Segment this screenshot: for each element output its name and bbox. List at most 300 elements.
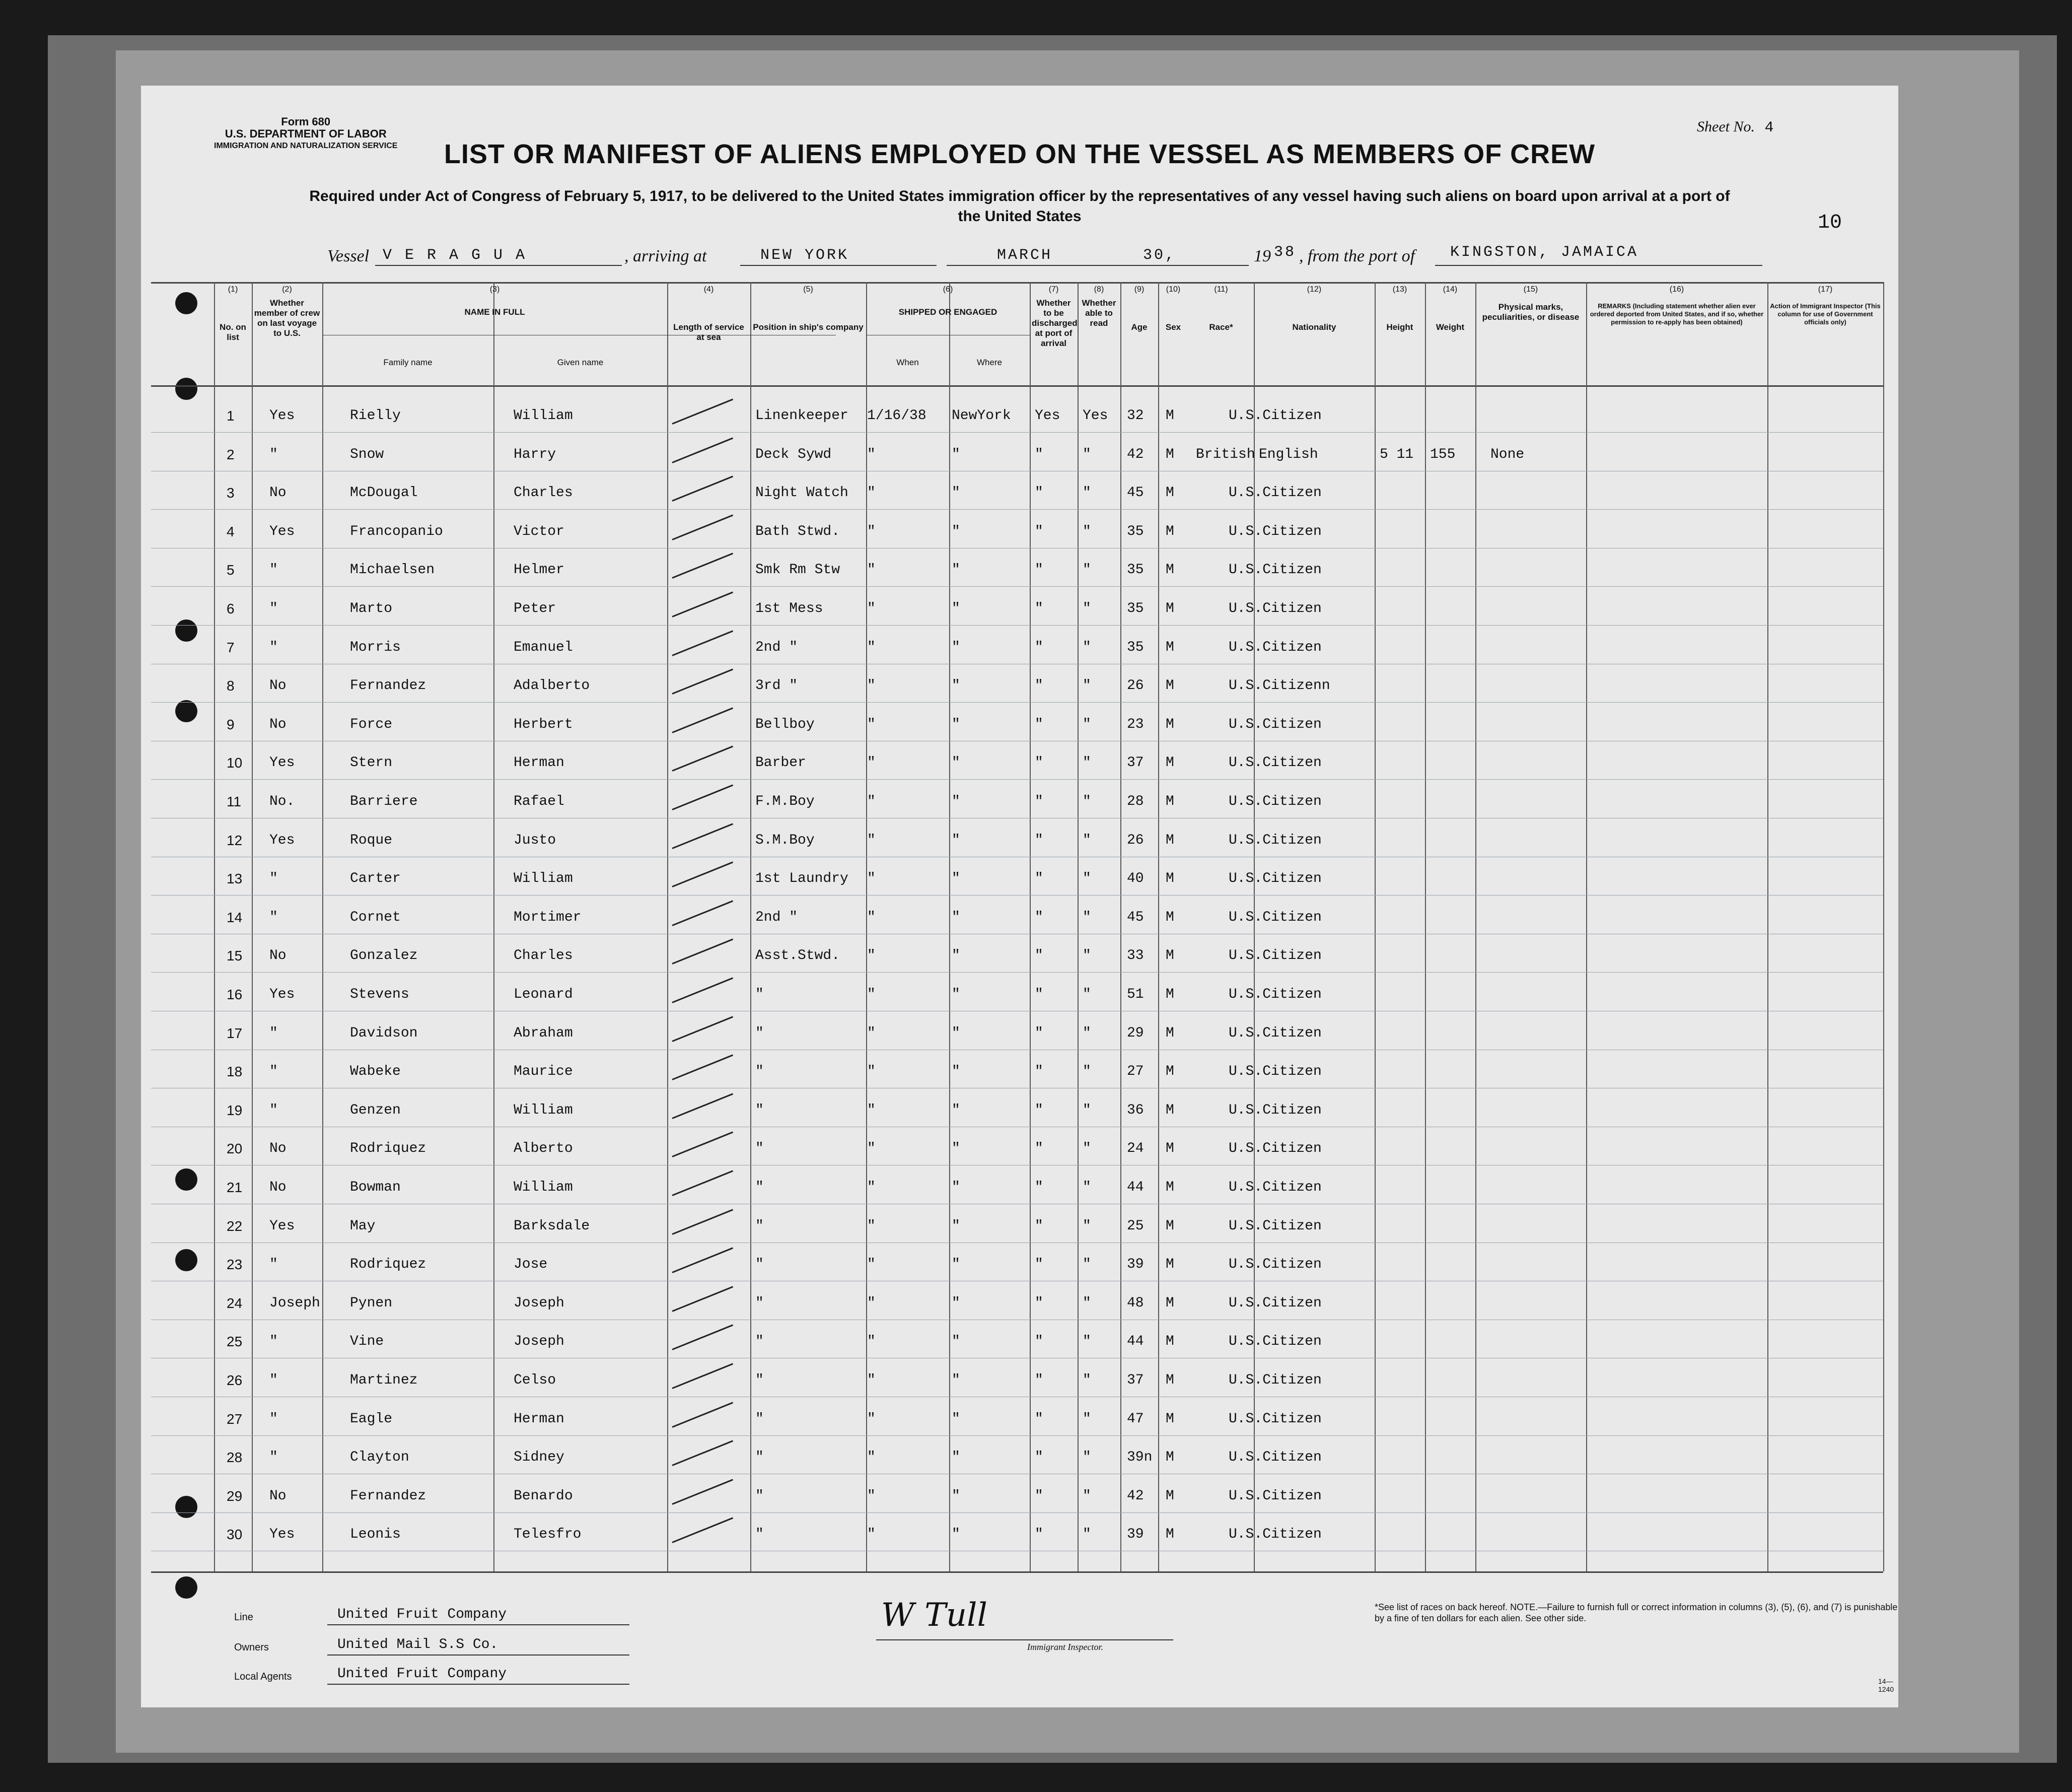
discharged: Yes — [1035, 408, 1060, 424]
nationality: U.S.Citizen — [1229, 1257, 1322, 1273]
age: 37 — [1127, 1372, 1144, 1388]
discharged: " — [1035, 446, 1043, 462]
row-number: 9 — [227, 716, 235, 732]
able-to-read: " — [1083, 1295, 1091, 1311]
sex: M — [1166, 1064, 1174, 1080]
age: 42 — [1127, 446, 1144, 462]
prev-voyage: No — [269, 1488, 287, 1504]
owners-value: United Mail S.S Co. — [337, 1637, 498, 1652]
given-name: Benardo — [514, 1488, 573, 1504]
arrival-day: 30, — [1143, 247, 1177, 264]
age: 26 — [1127, 678, 1144, 694]
sex: M — [1166, 1372, 1174, 1388]
prev-voyage: " — [269, 1102, 278, 1118]
shipped-when: " — [867, 1488, 876, 1504]
family-name: Fernandez — [350, 678, 426, 694]
nationality: U.S.Citizen — [1229, 1527, 1322, 1543]
given-name: Herbert — [514, 716, 573, 732]
sex: M — [1166, 909, 1174, 925]
row-number: 20 — [227, 1141, 243, 1157]
column-number: (15) — [1523, 285, 1538, 294]
nationality: U.S.Citizen — [1229, 832, 1322, 848]
row-number: 25 — [227, 1334, 243, 1350]
given-name: Herman — [514, 755, 564, 771]
able-to-read: " — [1083, 755, 1091, 771]
age: 39 — [1127, 1257, 1144, 1273]
shipped-where: " — [952, 1411, 960, 1427]
shipped-where: NewYork — [952, 408, 1011, 424]
discharged: " — [1035, 987, 1043, 1002]
position: Bellboy — [755, 716, 815, 732]
discharged: " — [1035, 1295, 1043, 1311]
nationality: U.S.Citizen — [1229, 485, 1322, 501]
given-name: William — [514, 1102, 573, 1118]
row-number: 28 — [227, 1450, 243, 1466]
able-to-read: " — [1083, 1064, 1091, 1080]
nationality: U.S.Citizen — [1229, 1025, 1322, 1041]
shipped-where: " — [952, 832, 960, 848]
sheet-label: Sheet No. — [1697, 118, 1755, 135]
service-name: IMMIGRATION AND NATURALIZATION SERVICE — [214, 142, 398, 150]
discharged: " — [1035, 601, 1043, 616]
service-check-mark — [672, 1248, 733, 1273]
able-to-read: " — [1083, 1180, 1091, 1195]
able-to-read: " — [1083, 832, 1091, 848]
row-number: 4 — [227, 523, 235, 539]
arrival-port: NEW YORK — [760, 247, 849, 264]
shipped-when: " — [867, 948, 876, 964]
shipped-when: " — [867, 1257, 876, 1273]
shipped-when: " — [867, 716, 876, 732]
column-number: (6) — [943, 285, 953, 294]
column-number: (17) — [1818, 285, 1833, 294]
agents-label: Local Agents — [234, 1671, 292, 1682]
age: 39 — [1127, 1527, 1144, 1543]
given-name: Joseph — [514, 1295, 564, 1311]
prev-voyage: No — [269, 1141, 287, 1157]
shipped-when: " — [867, 1334, 876, 1350]
given-name: Herman — [514, 1411, 564, 1427]
column-number: (10) — [1166, 285, 1181, 294]
given-name: Alberto — [514, 1141, 573, 1157]
sex: M — [1166, 523, 1174, 539]
row-number: 1 — [227, 408, 235, 424]
service-check-mark — [672, 1479, 733, 1504]
age: 37 — [1127, 755, 1144, 771]
sex: M — [1166, 832, 1174, 848]
age: 28 — [1127, 794, 1144, 809]
shipped-where: " — [952, 755, 960, 771]
age: 35 — [1127, 601, 1144, 616]
prev-voyage: Joseph — [269, 1295, 320, 1311]
position: " — [755, 1411, 764, 1427]
given-name: Celso — [514, 1372, 556, 1388]
given-name: William — [514, 871, 573, 887]
discharged: " — [1035, 1180, 1043, 1195]
shipped-where: " — [952, 1102, 960, 1118]
shipped-when: " — [867, 1295, 876, 1311]
sex: M — [1166, 1450, 1174, 1466]
able-to-read: " — [1083, 871, 1091, 887]
shipped-when: " — [867, 1411, 876, 1427]
where-header: Where — [976, 358, 1003, 367]
nationality: U.S.Citizen — [1229, 1372, 1322, 1388]
able-to-read: " — [1083, 1372, 1091, 1388]
service-check-mark — [672, 862, 733, 887]
column-number: (7) — [1048, 285, 1059, 294]
column-number: (16) — [1669, 285, 1684, 294]
service-check-mark — [672, 823, 733, 849]
service-check-mark — [672, 1209, 733, 1234]
column-header: SHIPPED OR ENGAGED — [898, 307, 997, 317]
family-name: Rielly — [350, 408, 401, 424]
owners-label: Owners — [234, 1642, 269, 1653]
prev-voyage: " — [269, 446, 278, 462]
position: 2nd " — [755, 909, 798, 925]
service-check-mark — [672, 1093, 733, 1119]
service-check-mark — [672, 784, 733, 810]
discharged: " — [1035, 1218, 1043, 1234]
prev-voyage: Yes — [269, 755, 295, 771]
row-rule — [151, 432, 1883, 433]
given-name: William — [514, 1180, 573, 1195]
column-header: Whether able to read — [1082, 298, 1116, 328]
nationality: U.S.Citizen — [1229, 1180, 1322, 1195]
row-number: 22 — [227, 1218, 243, 1234]
discharged: " — [1035, 1488, 1043, 1504]
discharged: " — [1035, 1025, 1043, 1041]
position: " — [755, 1527, 764, 1543]
given-name: Telesfro — [514, 1527, 582, 1543]
position: " — [755, 1334, 764, 1350]
position: " — [755, 1372, 764, 1388]
when-header: When — [896, 358, 919, 367]
age: 40 — [1127, 871, 1144, 887]
age: 48 — [1127, 1295, 1144, 1311]
discharged: " — [1035, 1527, 1043, 1543]
given-name: Joseph — [514, 1334, 564, 1350]
form-number: Form 680 — [281, 115, 331, 128]
nationality: U.S.Citizen — [1229, 794, 1322, 809]
able-to-read: " — [1083, 639, 1091, 655]
age: 47 — [1127, 1411, 1144, 1427]
nationality: U.S.Citizen — [1229, 1450, 1322, 1466]
prev-voyage: Yes — [269, 408, 295, 424]
shipped-where: " — [952, 601, 960, 616]
family-name: Bowman — [350, 1180, 401, 1195]
column-header: Weight — [1436, 322, 1465, 332]
shipped-where: " — [952, 639, 960, 655]
inspector-signature: W Tull — [881, 1597, 987, 1634]
given-name: Abraham — [514, 1025, 573, 1041]
sex: M — [1166, 1295, 1174, 1311]
age: 42 — [1127, 1488, 1144, 1504]
discharged: " — [1035, 1141, 1043, 1157]
column-number: (13) — [1392, 285, 1407, 294]
from-label: , from the port of — [1299, 247, 1415, 265]
column-header: Action of Immigrant Inspector (This column for use of Government officials only) — [1770, 302, 1881, 326]
column-number: (14) — [1443, 285, 1458, 294]
column-header: Whether to be discharged at port of arrival — [1032, 298, 1078, 348]
family-name: Carter — [350, 871, 401, 887]
row-number: 11 — [227, 794, 242, 809]
position: S.M.Boy — [755, 832, 815, 848]
column-number: (2) — [282, 285, 292, 294]
page-subtitle: Required under Act of Congress of February 5, 1917, to be delivered to the United States immigration officer by the representatives of any vessel having such aliens on board upon arrival at a port of the United States — [309, 188, 1730, 225]
year-prefix: 19 — [1254, 247, 1271, 265]
origin-port: KINGSTON, JAMAICA — [1450, 244, 1639, 261]
inspector-label: Immigrant Inspector. — [1027, 1642, 1103, 1652]
sex: M — [1166, 446, 1174, 462]
shipped-when: " — [867, 987, 876, 1002]
discharged: " — [1035, 639, 1043, 655]
nationality: U.S.Citizen — [1229, 755, 1322, 771]
sex: M — [1166, 1527, 1174, 1543]
row-number: 7 — [227, 639, 235, 655]
prev-voyage: " — [269, 1372, 278, 1388]
discharged: " — [1035, 794, 1043, 809]
sex: M — [1166, 1102, 1174, 1118]
position: " — [755, 1488, 764, 1504]
shipped-where: " — [952, 1218, 960, 1234]
row-number: 30 — [227, 1527, 243, 1543]
discharged: " — [1035, 1372, 1043, 1388]
column-number: (12) — [1307, 285, 1322, 294]
row-rule — [151, 779, 1883, 780]
position: Barber — [755, 755, 806, 771]
family-name-header: Family name — [383, 358, 433, 367]
shipped-where: " — [952, 909, 960, 925]
sex: M — [1166, 948, 1174, 964]
sex: M — [1166, 601, 1174, 616]
vessel-label: Vessel — [327, 247, 370, 265]
given-name: Adalberto — [514, 678, 590, 694]
family-name: Fernandez — [350, 1488, 426, 1504]
shipped-where: " — [952, 794, 960, 809]
nationality: U.S.Citizen — [1229, 909, 1322, 925]
family-name: Marto — [350, 601, 393, 616]
page-number: 10 — [1818, 212, 1842, 234]
age: 23 — [1127, 716, 1144, 732]
age: 51 — [1127, 987, 1144, 1002]
shipped-when: " — [867, 1025, 876, 1041]
able-to-read: " — [1083, 446, 1091, 462]
column-number: (1) — [228, 285, 238, 294]
able-to-read: " — [1083, 794, 1091, 809]
column-header: Physical marks, peculiarities, or disease — [1482, 302, 1580, 322]
row-number: 27 — [227, 1411, 243, 1427]
position: 2nd " — [755, 639, 798, 655]
discharged: " — [1035, 871, 1043, 887]
given-name: Barksdale — [514, 1218, 590, 1234]
shipped-when: " — [867, 523, 876, 539]
family-name: Rodriquez — [350, 1257, 426, 1273]
weight: 155 — [1430, 446, 1456, 462]
shipped-where: " — [952, 485, 960, 501]
given-name: Jose — [514, 1257, 548, 1273]
given-name: Victor — [514, 523, 564, 539]
family-name: Genzen — [350, 1102, 401, 1118]
column-header: Height — [1386, 322, 1413, 332]
nationality: U.S.Citizenn — [1229, 678, 1330, 694]
service-check-mark — [672, 591, 733, 617]
given-name: Peter — [514, 601, 556, 616]
age: 25 — [1127, 1218, 1144, 1234]
column-number: (9) — [1134, 285, 1145, 294]
service-check-mark — [672, 553, 733, 579]
department-name: U.S. DEPARTMENT OF LABOR — [225, 127, 387, 140]
discharged: " — [1035, 948, 1043, 964]
shipped-when: 1/16/38 — [867, 408, 926, 424]
line-label: Line — [234, 1612, 253, 1623]
prev-voyage: " — [269, 1257, 278, 1273]
column-header: Position in ship's company — [753, 322, 864, 332]
discharged: " — [1035, 485, 1043, 501]
prev-voyage: No — [269, 678, 287, 694]
nationality: U.S.Citizen — [1229, 639, 1322, 655]
sex: M — [1166, 1180, 1174, 1195]
family-name: Force — [350, 716, 393, 732]
shipped-when: " — [867, 1141, 876, 1157]
age: 36 — [1127, 1102, 1144, 1118]
row-rule — [151, 509, 1883, 510]
given-name: Charles — [514, 948, 573, 964]
able-to-read: " — [1083, 1527, 1091, 1543]
discharged: " — [1035, 562, 1043, 578]
column-number: (3) — [489, 285, 500, 294]
column-header: Nationality — [1292, 322, 1336, 332]
given-name: Justo — [514, 832, 556, 848]
service-check-mark — [672, 1170, 733, 1196]
prev-voyage: " — [269, 909, 278, 925]
able-to-read: " — [1083, 716, 1091, 732]
position: Deck Sywd — [755, 446, 832, 462]
row-rule — [151, 972, 1883, 973]
row-rule — [151, 586, 1883, 587]
age: 45 — [1127, 485, 1144, 501]
sex: M — [1166, 1025, 1174, 1041]
able-to-read: " — [1083, 485, 1091, 501]
position: " — [755, 1064, 764, 1080]
row-number: 16 — [227, 987, 243, 1002]
prev-voyage: Yes — [269, 523, 295, 539]
nationality: English — [1259, 446, 1318, 462]
prev-voyage: No — [269, 1180, 287, 1195]
shipped-where: " — [952, 948, 960, 964]
position: 1st Mess — [755, 601, 823, 616]
prev-voyage: Yes — [269, 987, 295, 1002]
age: 33 — [1127, 948, 1144, 964]
shipped-when: " — [867, 871, 876, 887]
sex: M — [1166, 871, 1174, 887]
able-to-read: " — [1083, 601, 1091, 616]
discharged: " — [1035, 832, 1043, 848]
family-name: Martinez — [350, 1372, 418, 1388]
sex: M — [1166, 1488, 1174, 1504]
sex: M — [1166, 1257, 1174, 1273]
nationality: U.S.Citizen — [1229, 408, 1322, 424]
shipped-where: " — [952, 716, 960, 732]
able-to-read: " — [1083, 562, 1091, 578]
column-number: (5) — [803, 285, 813, 294]
able-to-read: " — [1083, 678, 1091, 694]
position: " — [755, 1295, 764, 1311]
able-to-read: " — [1083, 987, 1091, 1002]
service-check-mark — [672, 398, 733, 424]
sex: M — [1166, 678, 1174, 694]
column-header: Sex — [1165, 322, 1181, 332]
shipped-when: " — [867, 909, 876, 925]
position: Night Watch — [755, 485, 848, 501]
discharged: " — [1035, 1450, 1043, 1466]
shipped-where: " — [952, 1064, 960, 1080]
able-to-read: " — [1083, 1411, 1091, 1427]
position: " — [755, 1025, 764, 1041]
service-check-mark — [672, 476, 733, 502]
sex: M — [1166, 987, 1174, 1002]
row-number: 18 — [227, 1064, 243, 1080]
shipped-when: " — [867, 1527, 876, 1543]
family-name: Rodriquez — [350, 1141, 426, 1157]
row-number: 13 — [227, 871, 243, 887]
age: 32 — [1127, 408, 1144, 424]
vessel-name: V E R A G U A — [383, 247, 527, 264]
shipped-where: " — [952, 446, 960, 462]
family-name: Michaelsen — [350, 562, 435, 578]
family-name: Gonzalez — [350, 948, 418, 964]
family-name: Clayton — [350, 1450, 409, 1466]
discharged: " — [1035, 716, 1043, 732]
family-name: Snow — [350, 446, 384, 462]
given-name: Mortimer — [514, 909, 582, 925]
position: Linenkeeper — [755, 408, 848, 424]
sex: M — [1166, 716, 1174, 732]
shipped-when: " — [867, 1450, 876, 1466]
sex: M — [1166, 1334, 1174, 1350]
column-header: Length of service at sea — [673, 322, 744, 342]
age: 27 — [1127, 1064, 1144, 1080]
row-number: 26 — [227, 1372, 243, 1388]
position: " — [755, 1257, 764, 1273]
prev-voyage: " — [269, 562, 278, 578]
position: F.M.Boy — [755, 794, 815, 809]
position: " — [755, 1218, 764, 1234]
able-to-read: " — [1083, 1218, 1091, 1234]
column-header: No. on list — [220, 322, 246, 342]
shipped-where: " — [952, 1527, 960, 1543]
row-number: 5 — [227, 562, 235, 578]
column-number: (4) — [703, 285, 714, 294]
prev-voyage: No — [269, 948, 287, 964]
sex: M — [1166, 485, 1174, 501]
row-number: 6 — [227, 601, 235, 616]
physical-marks: None — [1490, 446, 1525, 462]
service-check-mark — [672, 1055, 733, 1080]
shipped-where: " — [952, 523, 960, 539]
shipped-where: " — [952, 1295, 960, 1311]
family-name: May — [350, 1218, 376, 1234]
row-number: 23 — [227, 1257, 243, 1273]
nationality: U.S.Citizen — [1229, 1411, 1322, 1427]
prev-voyage: No. — [269, 794, 295, 809]
given-name: Leonard — [514, 987, 573, 1002]
service-check-mark — [672, 1325, 733, 1350]
service-check-mark — [672, 1440, 733, 1466]
shipped-where: " — [952, 678, 960, 694]
row-number: 10 — [227, 755, 243, 771]
prev-voyage: " — [269, 1334, 278, 1350]
arriving-label: , arriving at — [624, 247, 707, 265]
